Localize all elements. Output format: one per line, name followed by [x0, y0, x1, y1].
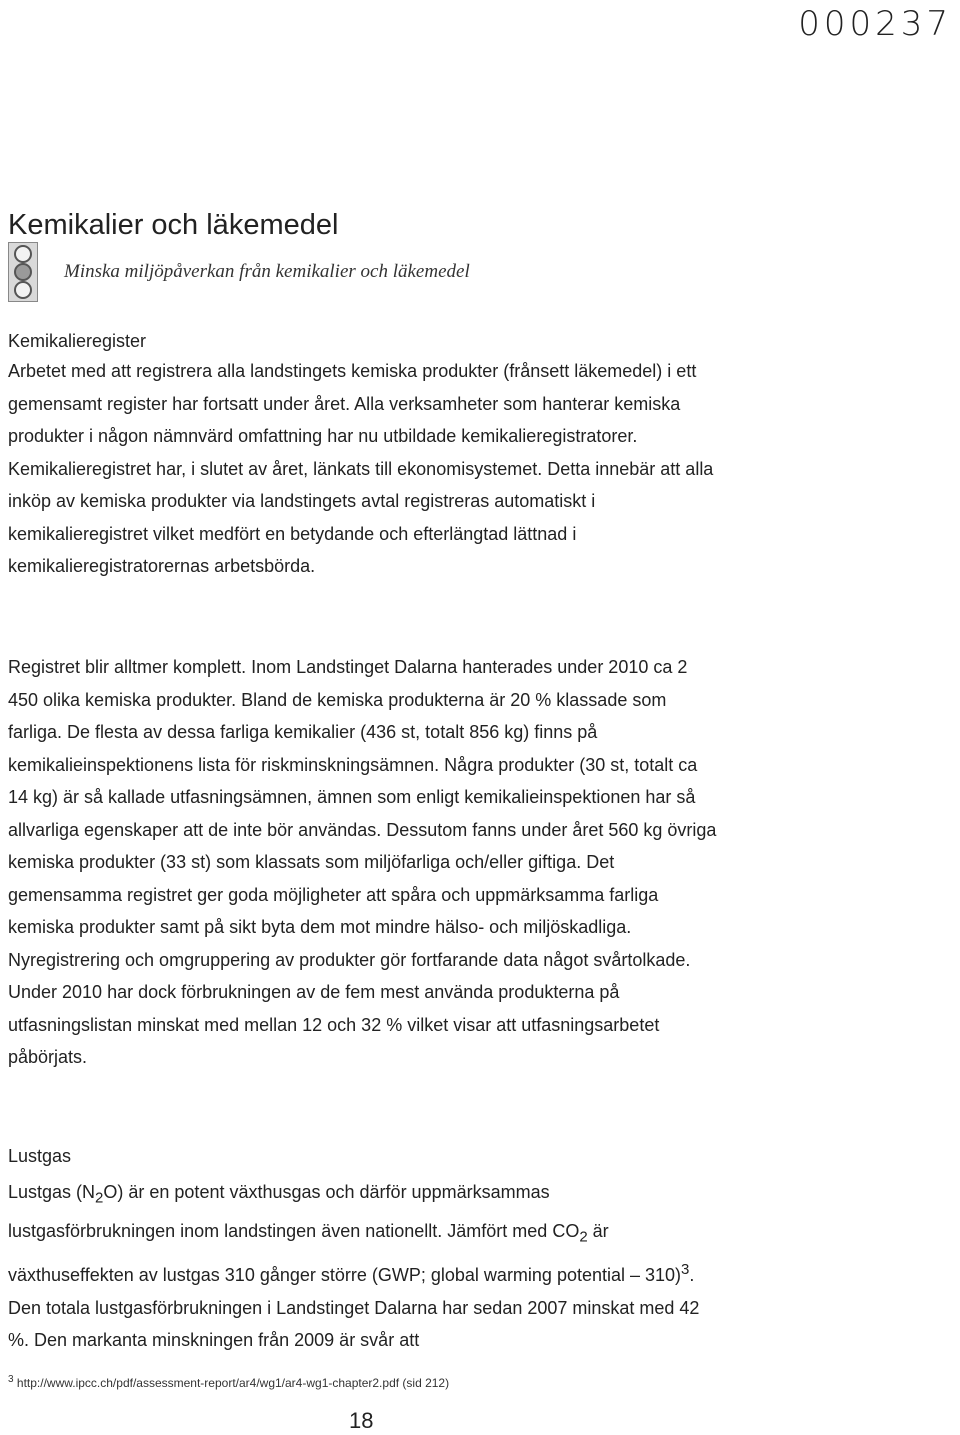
- page-number: 18: [349, 1408, 374, 1433]
- goal-row: [8, 242, 470, 302]
- paragraph-kemikalieregister-2: Registret blir alltmer komplett. Inom Landstinget Dalarna hanterades under 2010 ca 2 450 olika kemiska produkter. Bland de kemiska produkterna är 20 % klassade som farliga. De flesta av dessa farliga kemikalier (436 st, totalt 856 kg) finns på kemikalieinspektionens lista för riskminskningsämnen. Några produkter (30 st, totalt ca 14 kg) är så kallade utfasningsämnen, ämnen som enligt kemikalieinspektionen har så allvarliga egenskaper att de inte bör användas. Dessutom fanns under året 560 kg övriga kemiska produkter (33 st) som klassats som miljöfarliga och/eller giftiga. Det gemensamma registret ger goda möjligheter att spåra och uppmärksamma farliga kemiska produkter samt på sikt byta dem mot mindre hälso- och miljöskadliga. Nyregistrering och omgruppering av produkter gör fortfarande data något svårtolkade. Under 2010 har dock förbrukningen av de fem mest använda produkterna på utfasningslistan minskat med mellan 12 och 32 % vilket visar att utfasningsarbetet påbörjats.: [8, 657, 717, 1067]
- goal-text: Minska miljöpåverkan från kemikalier och läkemedel: [64, 261, 470, 282]
- page-stamp: 000237: [798, 4, 952, 44]
- paragraph-lustgas: Lustgas $(N_2O)$ är en potent växthusgas och därför uppmärksammas lustgasförbrukningen inom landstingen även nationellt. Jämfört med $CO_2$ är växthuseffekten av lustgas 310 gånger större (GWP; global warming potential – 310)$^3$. Den totala lustgasförbrukningen i Landstinget Dalarna har sedan 2007 minskat med 42 %. Den markanta minskningen från 2009 är svår att: [8, 1182, 700, 1351]
- section-title: Kemikalier och läkemedel: [8, 209, 339, 242]
- footnote: $^3$ http://www.ipcc.ch/pdf/assessment-report/ar4/wg1/ar4-wg1-chapter2.pdf (sid 212): [8, 1374, 450, 1390]
- paragraph-kemikalieregister-1: Arbetet med att registrera alla landstingets kemiska produkter (frånsett läkemedel) i ett gemensamt register har fortsatt under året. Alla verksamheter som hanterar kemiska produkter i någon nämnvärd omfattning har nu utbildade kemikalieregistratorer. Kemikalieregistret har, i slutet av året, länkats till ekonomisystemet. Detta innebär att alla inköp av kemiska produkter via landstingets avtal registreras automatiskt i kemikalieregistret vilket medfört en betydande och efterlängtad lättnad i kemikalieregistratorernas arbetsbörda.: [8, 361, 714, 576]
- heading-kemikalieregister: Kemikalieregister: [8, 331, 147, 351]
- traffic-light-icon: [8, 242, 38, 302]
- footnote-url: http://www.ipcc.ch/pdf/assessment-report/ar4/wg1/ar4-wg1-chapter2.pdf (sid 212): [13, 1376, 450, 1390]
- heading-lustgas: Lustgas: [8, 1146, 72, 1166]
- footnote-reference: 3: [681, 1261, 690, 1279]
